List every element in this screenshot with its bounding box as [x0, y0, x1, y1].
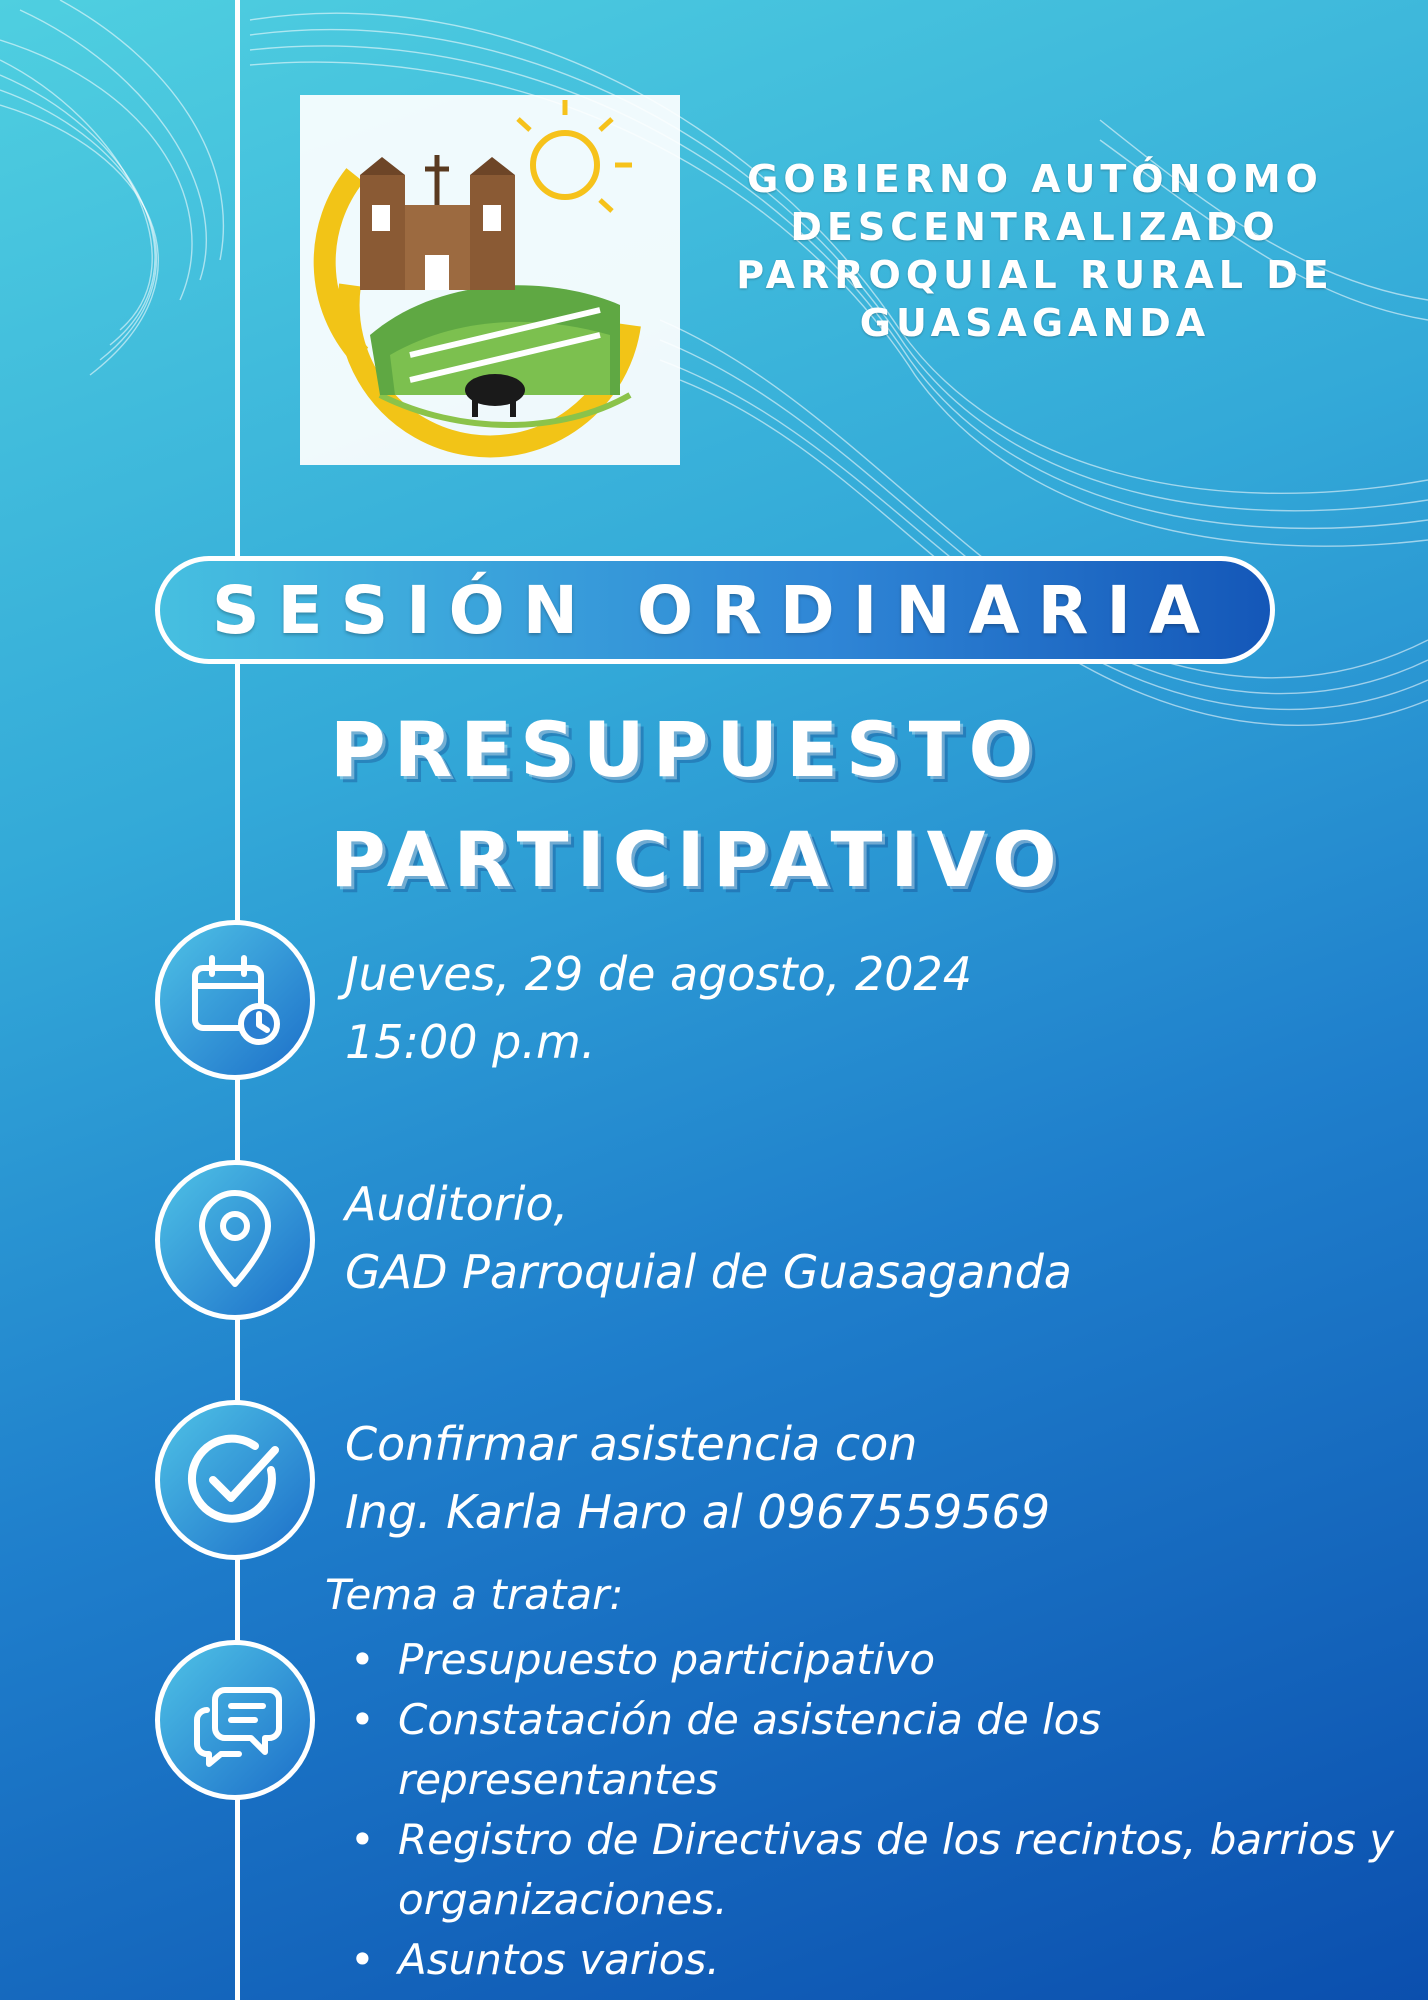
subtitle-line-1: PRESUPUESTO [330, 705, 1042, 794]
event-location [345, 1170, 1072, 1306]
list-item: • Asuntos varios. [350, 1930, 1410, 1990]
calendar-clock-icon [155, 920, 315, 1080]
org-name-line-1: GOBIERNO AUTÓNOMO [747, 157, 1323, 201]
check-circle-icon [155, 1400, 315, 1560]
session-title: SESIÓN ORDINARIA [211, 571, 1219, 649]
parish-logo [300, 95, 680, 465]
rsvp-line-2: Ing. Karla Haro al 0967559569 [345, 1485, 1051, 1539]
rsvp-line-1: Confirmar asistencia con [345, 1417, 918, 1471]
subtitle-line-2: PARTICIPATIVO [330, 815, 1065, 904]
org-name-line-3: PARROQUIAL RURAL DE [736, 253, 1334, 297]
list-item: • Constatación de asistencia de los representantes [350, 1690, 1410, 1810]
chat-bubbles-icon [155, 1640, 315, 1800]
location-line-1: Auditorio, [345, 1177, 569, 1231]
organization-name [720, 155, 1350, 347]
title-banner [155, 556, 1275, 664]
topics-list [350, 1630, 1410, 1990]
org-name-line-4: GUASAGANDA [859, 301, 1211, 345]
location-pin-icon [155, 1160, 315, 1320]
event-date: Jueves, 29 de agosto, 2024 [345, 947, 973, 1001]
event-datetime [345, 940, 972, 1076]
event-time: 15:00 p.m. [345, 1015, 596, 1069]
location-line-2: GAD Parroquial de Guasaganda [345, 1245, 1072, 1299]
list-item: • Presupuesto participativo [350, 1630, 1410, 1690]
org-name-line-2: DESCENTRALIZADO [790, 205, 1280, 249]
rsvp-info [345, 1410, 1050, 1546]
topics-label: Tema a tratar: [325, 1570, 624, 1619]
list-item: • Registro de Directivas de los recintos, barrios y organizaciones. [350, 1810, 1410, 1930]
